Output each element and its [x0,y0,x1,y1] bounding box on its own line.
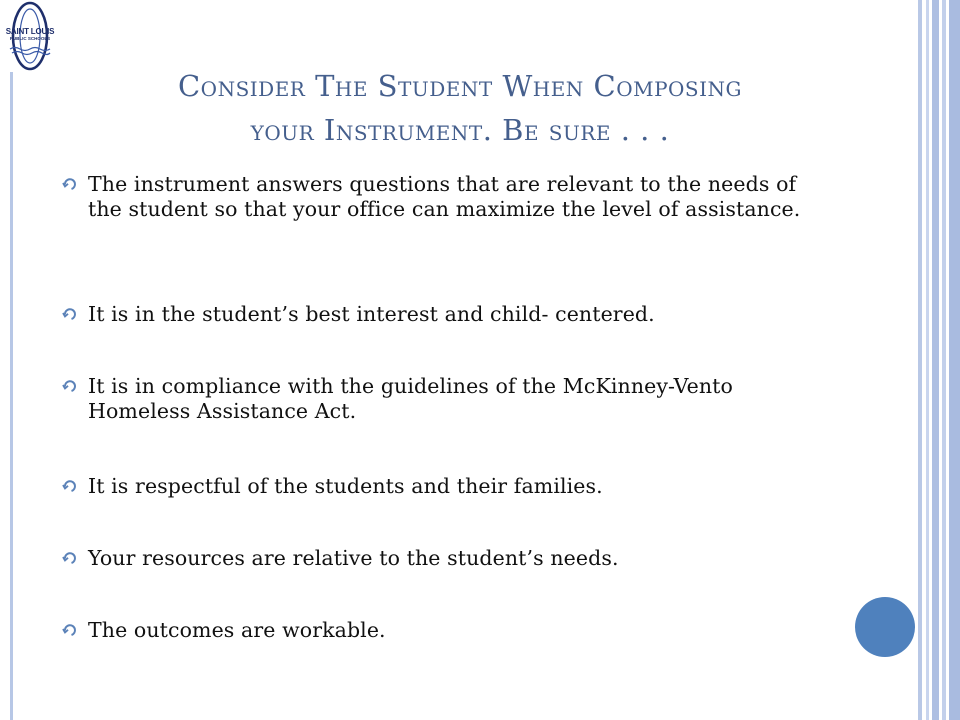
bullet-item [60,546,820,571]
bullet-text: The instrument answers questions that are relevant to the needs of the student so that your office can maximize the level of assistance. [88,172,801,221]
bullet-text: Your resources are relative to the student’s needs. [88,546,619,570]
circle-arrow-bullet-icon [60,377,88,399]
bullet-text: The outcomes are workable. [88,618,386,642]
slide-title-line2: your Instrument. Be sure . . . [250,113,670,147]
stripe [949,0,960,720]
circle-arrow-bullet-icon [60,305,88,327]
circle-arrow-bullet-icon [60,477,88,499]
bullet-item [60,172,820,222]
right-decorative-stripes [918,0,960,720]
school-logo [2,0,58,72]
circle-arrow-bullet-icon [60,175,88,197]
slide-title-line1: Consider The Student When Composing [177,69,743,103]
bullet-item [60,474,820,499]
bullet-item [60,374,820,424]
bullet-item [60,618,820,643]
circle-arrow-bullet-icon [60,549,88,571]
left-decorative-rule [10,72,13,720]
logo-title: SAINT LOUIS [5,27,55,36]
slide-title [60,64,860,152]
bullet-text: It is respectful of the students and their families. [88,474,603,498]
bullet-item [60,302,820,327]
stripe [932,0,939,720]
bullet-text: It is in the student’s best interest and child- centered. [88,302,655,326]
stripe [918,0,922,720]
logo-subtitle: PUBLIC SCHOOLS [9,36,51,41]
stripe [942,0,946,720]
accent-circle [855,597,915,657]
stripe [926,0,929,720]
bullet-text: It is in compliance with the guidelines of the McKinney-Vento Homeless Assistance Act. [88,374,733,423]
circle-arrow-bullet-icon [60,621,88,643]
